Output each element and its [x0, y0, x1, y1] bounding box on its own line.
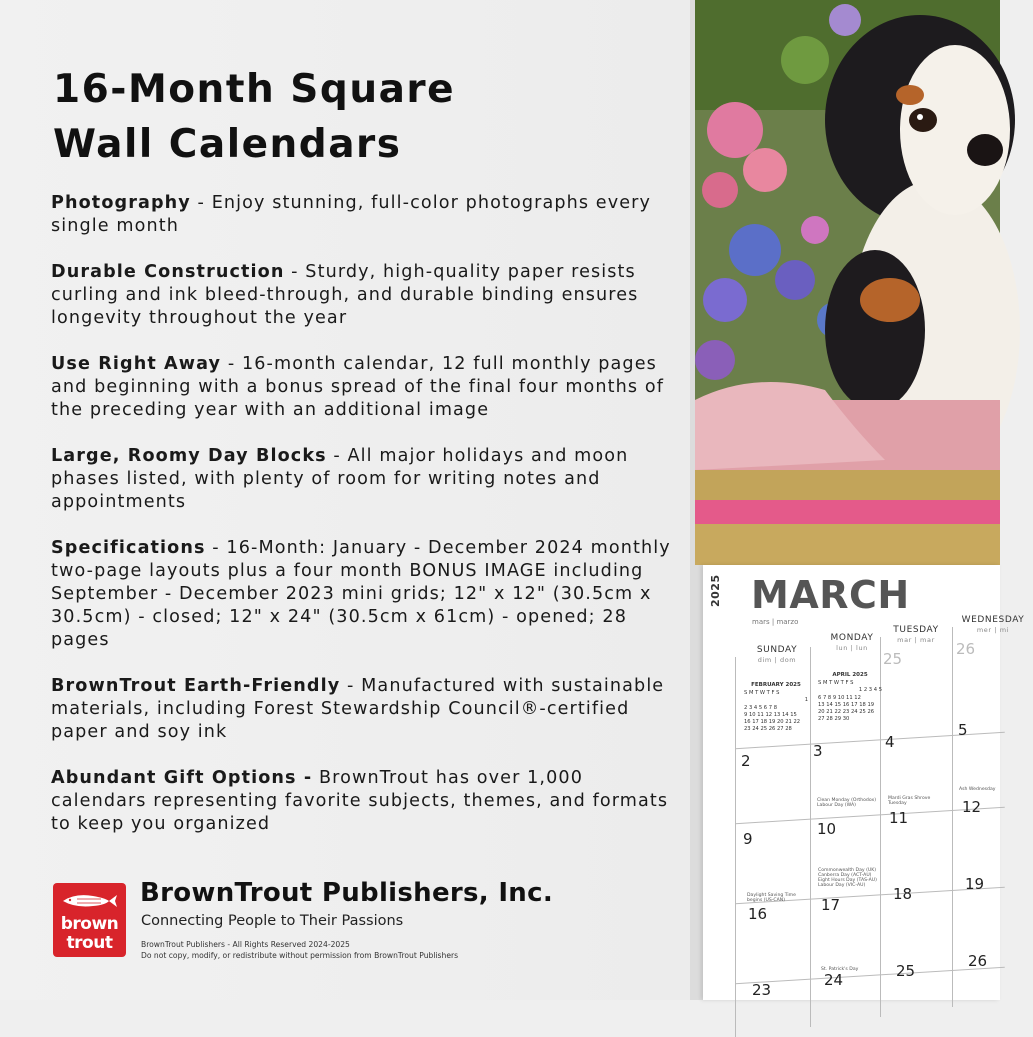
weekday-name: SUNDAY: [756, 645, 798, 655]
fish-icon: [61, 891, 118, 911]
feature-item: [51, 537, 671, 652]
day-number[interactable]: 25: [896, 962, 916, 980]
day-number[interactable]: 10: [817, 820, 837, 838]
calendar-year: 2025: [709, 574, 722, 607]
mini-row: 23 24 25 26 27 28: [744, 726, 792, 733]
feature-item: [51, 192, 671, 238]
day-number[interactable]: 12: [962, 798, 982, 816]
mini-row: 9 10 11 12 13 14 15: [744, 711, 797, 718]
day-number[interactable]: 3: [813, 742, 823, 760]
feature-separator: -: [221, 354, 242, 374]
mini-row: 27 28 29 30: [818, 716, 850, 723]
feature-separator: -: [326, 446, 348, 466]
feature-text: Enjoy stunning, full-color photographs every single month: [51, 193, 652, 236]
feature-title: Large, Roomy Day Blocks: [51, 446, 327, 466]
day-number[interactable]: 17: [821, 896, 841, 914]
weekday-name: TUESDAY: [893, 625, 939, 635]
holiday-note: Daylight Saving Time begins (US-CAN): [747, 893, 796, 903]
weekday-header: [953, 615, 1033, 634]
feature-title: Specifications: [51, 538, 206, 558]
feature-title: BrownTrout Earth-Friendly: [51, 676, 341, 696]
day-number[interactable]: 9: [743, 830, 753, 848]
feature-separator: [312, 768, 319, 788]
title-line-1: 16-Month Square: [53, 67, 456, 112]
legal-line-2: Do not copy, modify, or redistribute without permission from BrownTrout Publishers: [141, 951, 459, 960]
day-number[interactable]: 2: [741, 752, 751, 770]
day-number[interactable]: 26: [968, 952, 988, 970]
mini-row: 20 21 22 23 24 25 26: [818, 709, 875, 716]
feature-text: 16-month calendar, 12 full monthly pages and beginning with a bonus spread of the final four months of the preceding year with an additional image: [51, 354, 665, 420]
legal-line-1: BrownTrout Publishers - All Rights Reserved 2024-2025: [141, 940, 350, 949]
weekday-name: WEDNESDAY: [961, 615, 1025, 625]
feature-title: Photography: [51, 193, 191, 213]
publisher-name: BrownTrout Publishers, Inc.: [140, 878, 554, 908]
holiday-note: St. Patrick's Day: [821, 967, 859, 972]
feature-title: Use Right Away: [51, 354, 222, 374]
day-number[interactable]: 16: [748, 905, 768, 923]
feature-text: Manufactured with sustainable materials, including Forest Stewardship Council®-certified paper and soy ink: [51, 676, 665, 742]
feature-item: [51, 767, 671, 836]
publisher-tagline: Connecting People to Their Passions: [141, 913, 404, 929]
day-number[interactable]: 11: [889, 809, 909, 827]
feature-text: Sturdy, high-quality paper resists curling and ink bleed-through, and durable binding ensures longevity throughout the year: [51, 262, 639, 328]
holiday-note: Ash Wednesday: [959, 787, 996, 792]
publisher-legal: [141, 939, 458, 961]
mini-row: 1 2 3 4 5: [858, 687, 882, 694]
mini-weekdays: S M T W T F S: [818, 680, 854, 687]
mini-row: 16 17 18 19 20 21 22: [744, 719, 801, 726]
feature-text: 16-Month: January - December 2024 monthly two-page layouts plus a four month BONUS IMAGE including September - December 2023 mini grids; 12" x 12" (30.5cm x 30.5cm) - closed; 12" x 24" (30.5cm x 61cm) - opened; 28 pages: [51, 538, 671, 650]
feature-separator: -: [190, 193, 212, 213]
day-number[interactable]: 4: [885, 733, 895, 751]
puppy-photo: [695, 0, 1000, 565]
mini-row: 13 14 15 16 17 18 19: [818, 701, 875, 708]
puppy-illustration: [695, 0, 1000, 565]
title-line-2: Wall Calendars: [53, 122, 402, 167]
holiday-note: Mardi Gras Shrove Tuesday: [888, 796, 931, 806]
weekday-header: [876, 625, 956, 644]
day-number[interactable]: 19: [965, 875, 985, 893]
weekday-header: [737, 645, 817, 664]
mini-calendar-february: [744, 682, 808, 733]
feature-item: [51, 445, 671, 514]
day-number-prev[interactable]: 25: [883, 650, 903, 668]
feature-item: [51, 353, 671, 422]
weekday-name: MONDAY: [830, 633, 874, 643]
browntrout-logo: [53, 883, 126, 957]
weekday-sub: mer | mi: [976, 626, 1010, 634]
feature-item: [51, 261, 671, 330]
weekday-sub: dim | dom: [757, 656, 797, 664]
calendar-grid-page: [703, 565, 1025, 1000]
feature-text: BrownTrout has over 1,000 calendars representing favorite subjects, themes, and formats to keep you organized: [51, 768, 669, 834]
calendar-month: MARCH: [751, 573, 910, 617]
mini-title: FEBRUARY 2025: [751, 682, 801, 688]
mini-title: APRIL 2025: [832, 672, 868, 678]
feature-title: Durable Construction: [51, 262, 285, 282]
feature-text: All major holidays and moon phases listed, with plenty of room for writing notes and appointments: [51, 446, 629, 512]
logo-word-trout: trout: [66, 933, 113, 953]
day-number[interactable]: 5: [958, 721, 968, 739]
feature-separator: -: [205, 538, 227, 558]
weekday-sub: mar | mar: [897, 636, 935, 644]
day-number[interactable]: 18: [893, 885, 913, 903]
day-number[interactable]: 24: [824, 971, 844, 989]
feature-separator: -: [284, 262, 306, 282]
holiday-note: Commonwealth Day (UK) Canberra Day (ACT-AU) Eight Hours Day (TAS-AU) Labour Day (VIC-AU): [818, 868, 877, 888]
grid-divider: [735, 657, 736, 1037]
feature-title: Abundant Gift Options -: [51, 768, 313, 788]
feature-list: [51, 192, 671, 859]
calendar-month-alt: mars | marzo: [752, 618, 799, 626]
mini-row: 2 3 4 5 6 7 8: [744, 704, 777, 711]
feature-separator: -: [340, 676, 362, 696]
mini-row: 6 7 8 9 10 11 12: [818, 694, 861, 701]
logo-word-brown: brown: [60, 914, 119, 934]
holiday-note: Clean Monday (Orthodox) Labour Day (WA): [817, 798, 877, 808]
day-number[interactable]: 23: [752, 981, 772, 999]
page-title: [53, 62, 673, 172]
weekday-sub: lun | lun: [836, 644, 868, 652]
mini-row: 1: [804, 697, 808, 704]
feature-item: [51, 675, 671, 744]
grid-divider: [952, 627, 953, 1007]
day-number-prev[interactable]: 26: [956, 640, 976, 658]
grid-divider: [810, 647, 811, 1027]
mini-weekdays: S M T W T F S: [744, 690, 780, 697]
mini-calendar-april: [818, 672, 882, 723]
